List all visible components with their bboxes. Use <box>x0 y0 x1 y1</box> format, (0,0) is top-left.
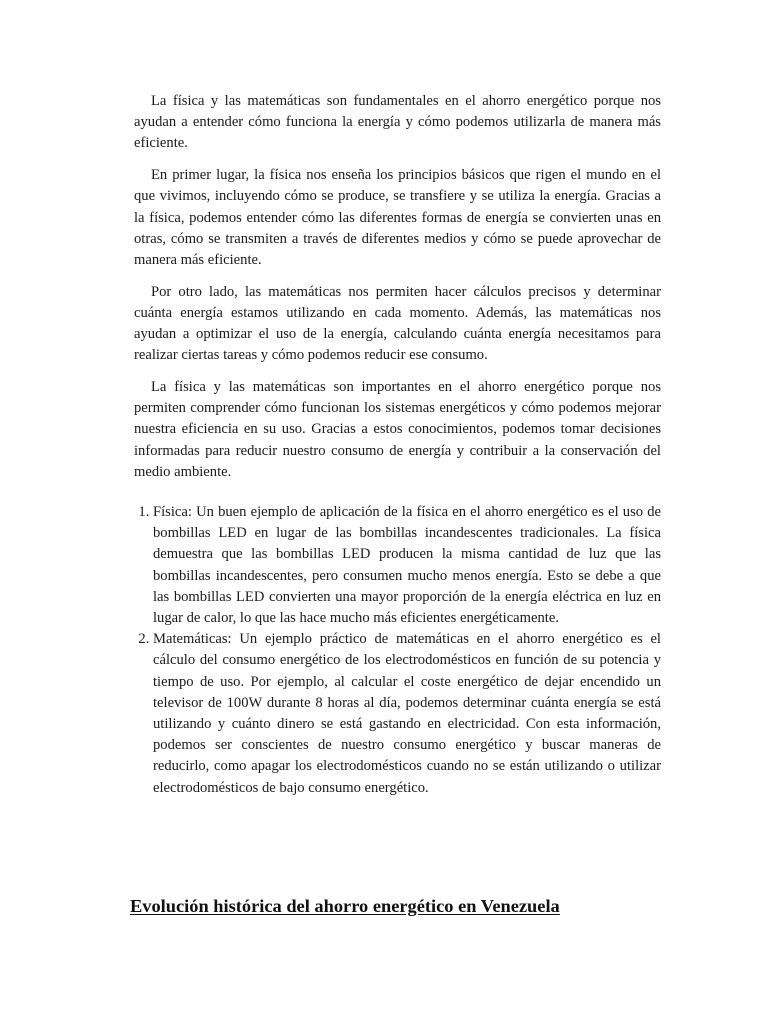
paragraph-intro: La física y las matemáticas son fundamentales en el ahorro energético porque nos ayudan a entender cómo funciona la energía y cómo podemos utilizarla de manera más eficiente. <box>134 93 661 152</box>
list-item: 1. Física: Un buen ejemplo de aplicación de la física en el ahorro energético es el uso de bombillas LED en lugar de las bombillas incandescentes tradicionales. La física demuestra que las bombillas LED producen la misma cantidad de luz que las bombillas incandescentes, pero consumen mucho menos energía. Esto se debe a que las bombillas LED convierten una mayor proporción de la energía eléctrica en luz en lugar de calor, lo que las hace mucho más eficientes energéticamente. <box>153 502 661 629</box>
document-body <box>134 91 661 799</box>
paragraph-conclusion: La física y las matemáticas son importantes en el ahorro energético porque nos permiten comprender cómo funcionan los sistemas energéticos y cómo podemos mejorar nuestra eficiencia en su uso. Gracias a estos conocimientos, podemos tomar decisiones informadas para reducir nuestro consumo de energía y contribuir a la conservación del medio ambiente. <box>134 378 661 480</box>
paragraph-physics: En primer lugar, la física nos enseña los principios básicos que rigen el mundo en el que vivimos, incluyendo cómo se produce, se transfiere y se utiliza la energía. Gracias a la física, podemos entender cómo las diferentes formas de energía se convierten unas en otras, cómo se transmiten a través de diferentes medios y cómo se puede aprovechar de manera más eficiente. <box>134 167 661 268</box>
paragraph-mathematics: Por otro lado, las matemáticas nos permiten hacer cálculos precisos y determinar cuánta energía estamos utilizando en cada momento. Además, las matemáticas nos ayudan a optimizar el uso de la energía, calculando cuánta energía necesitamos para realizar ciertas tareas y cómo podemos reducir ese consumo. <box>134 283 661 364</box>
section-heading: Evolución histórica del ahorro energético en Venezuela <box>130 896 560 916</box>
list-item: 2. Matemáticas: Un ejemplo práctico de matemáticas en el ahorro energético es el cálculo del consumo energético de los electrodomésticos en función de su potencia y tiempo de uso. Por ejemplo, al calcular el coste energético de dejar encendido un televisor de 100W durante 8 horas al día, podemos determinar cuánta energía se está utilizando y cuánto dinero se está gastando en electricidad. Con esta información, podemos ser conscientes de nuestro consumo energético y buscar maneras de reducirlo, como apagar los electrodomésticos cuando no se están utilizando o utilizar electrodomésticos de bajo consumo energético. <box>153 629 661 799</box>
examples-list <box>134 502 661 799</box>
